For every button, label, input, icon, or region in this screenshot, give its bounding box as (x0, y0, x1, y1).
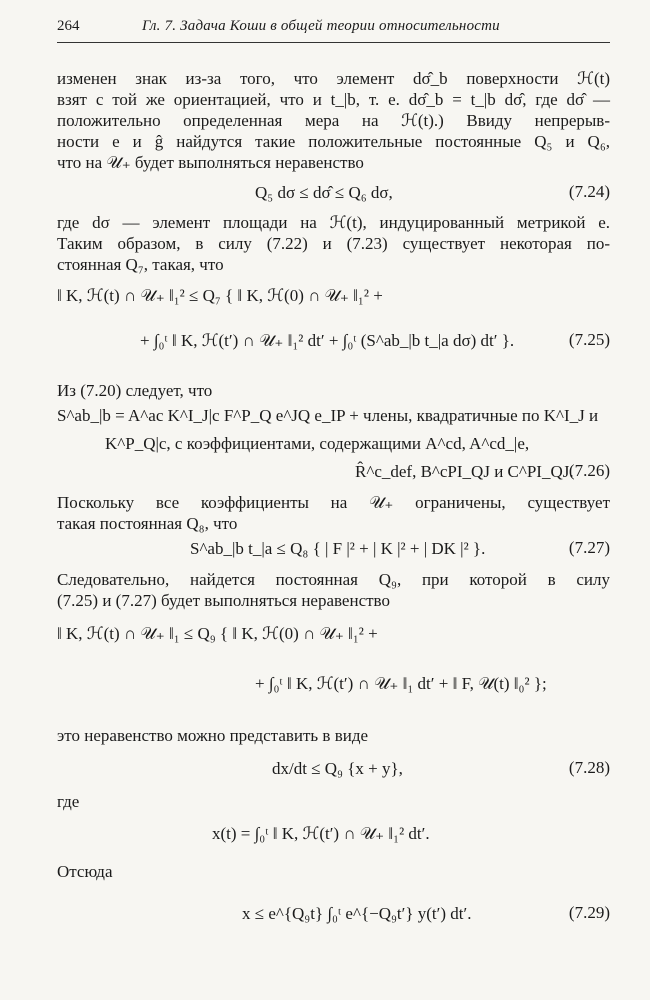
page-number: 264 (57, 18, 80, 34)
equation-7-25-line1: ‖ K, ℋ(t) ∩ 𝒰₊ ‖₁² ≤ Q₇ { ‖ K, ℋ(0) ∩ 𝒰₊ ‖₁² + (57, 286, 383, 305)
text-line: (7.25) и (7.27) будет выполняться неравенство (57, 591, 390, 610)
equation-number: (7.26) (568, 461, 610, 480)
equation-number: (7.28) (568, 758, 610, 777)
text-line: Таким образом, в силу (7.22) и (7.23) существует некоторая по- (57, 234, 610, 253)
equation-7-25-line2: + ∫₀ᵗ ‖ K, ℋ(t′) ∩ 𝒰₊ ‖₁² dt′ + ∫₀ᵗ (S^ab_|b t_|a dσ) dt′ }. (140, 331, 515, 350)
equation-7-24: Q₅ dσ ≤ dσ̂ ≤ Q₆ dσ, (255, 183, 393, 202)
running-title: Гл. 7. Задача Коши в общей теории относительности (142, 18, 500, 34)
equation-7-26-line1: S^ab_|b = A^ac K^I_J|c F^P_Q e^JQ e_IP + члены, квадратичные по K^I_J и (57, 406, 599, 425)
header-rule (57, 42, 610, 43)
text-line: стоянная Q₇, такая, что (57, 255, 224, 274)
text-line: Из (7.20) следует, что (57, 381, 213, 400)
equation-7-28: dx/dt ≤ Q₉ {x + y}, (272, 759, 403, 778)
equation-7-26-line3: R̂^c_def, B^cPI_QJ и C^PI_QJ. (355, 462, 574, 481)
text-line: где dσ — элемент площади на ℋ(t), индуцированный метрикой e. (57, 213, 610, 232)
equation-7-29: x ≤ e^{Q₉t} ∫₀ᵗ e^{−Q₉t′} y(t′) dt′. (242, 904, 472, 923)
text-line: изменен знак из-за того, что элемент dσ̂_b поверхности ℋ(t) (57, 69, 610, 88)
equation-number: (7.27) (568, 538, 610, 557)
text-line: ности e и ĝ найдутся такие положительные постоянные Q₅ и Q₆, (57, 132, 610, 151)
equation-7-26-line2: K^P_Q|c, с коэффициентами, содержащими A^cd, A^cd_|e, (105, 434, 530, 453)
text-line: Следовательно, найдется постоянная Q₉, при которой в силу (57, 570, 610, 589)
text-line: взят с той же ориентацией, что и t_|b, т. е. dσ̂_b = t_|b dσ̂, где dσ̂ — (57, 90, 610, 109)
inequality-line1: ‖ K, ℋ(t) ∩ 𝒰₊ ‖₁ ≤ Q₉ { ‖ K, ℋ(0) ∩ 𝒰₊ ‖₁² + (57, 624, 378, 643)
text-line: такая постоянная Q₈, что (57, 514, 238, 533)
text-line: что на 𝒰₊ будет выполняться неравенство (57, 153, 364, 172)
text-line: это неравенство можно представить в виде (57, 726, 369, 745)
text-line: положительно определенная мера на ℋ(t).) Ввиду непрерыв- (57, 111, 610, 130)
page-header (57, 18, 610, 44)
equation-number: (7.25) (568, 330, 610, 349)
equation-number: (7.29) (568, 903, 610, 922)
equation-number: (7.24) (568, 182, 610, 201)
equation-x-definition: x(t) = ∫₀ᵗ ‖ K, ℋ(t′) ∩ 𝒰₊ ‖₁² dt′. (212, 824, 430, 843)
text-line: где (57, 792, 80, 811)
text-line: Отсюда (57, 862, 113, 881)
inequality-line2: + ∫₀ᵗ ‖ K, ℋ(t′) ∩ 𝒰₊ ‖₁ dt′ + ‖ F, 𝒰(t) ‖₀² }; (255, 674, 547, 693)
text-line: Поскольку все коэффициенты на 𝒰₊ ограничены, существует (57, 493, 610, 512)
equation-7-27: S^ab_|b t_|a ≤ Q₈ { | F |² + | K |² + | DK |² }. (190, 539, 486, 558)
